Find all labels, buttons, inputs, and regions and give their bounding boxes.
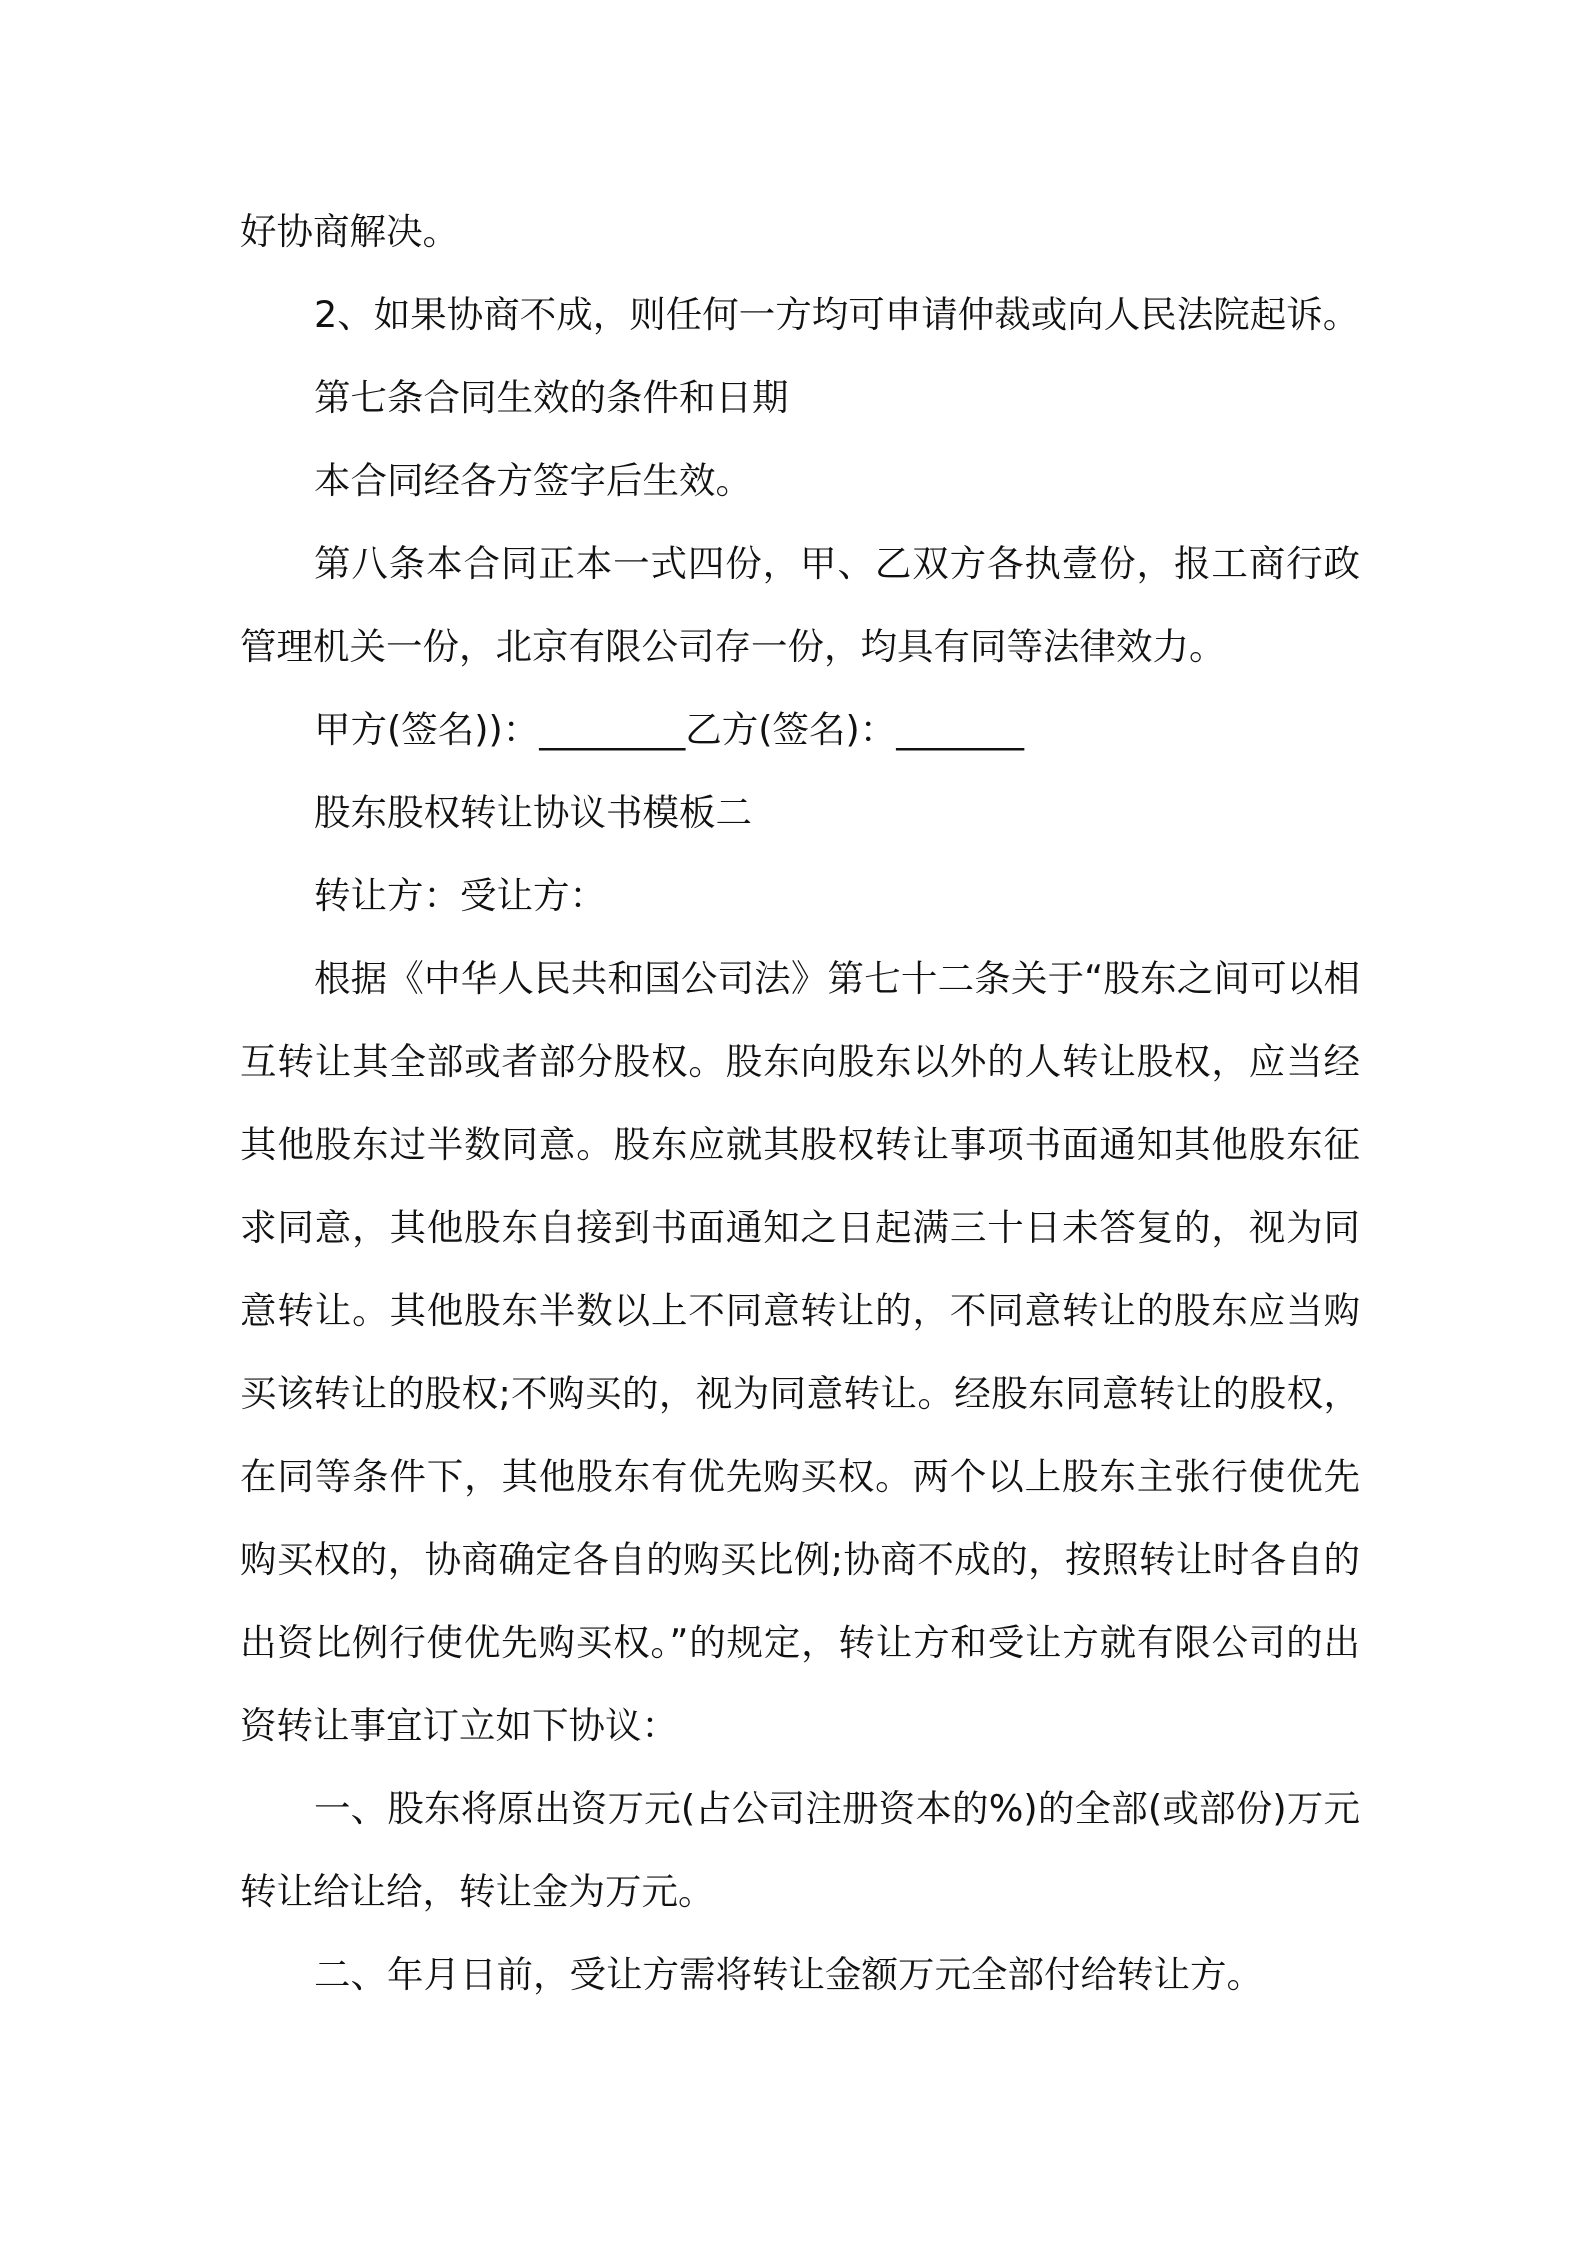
signature-line: 甲方(签名))：________乙方(签名)：_______ <box>314 708 1024 751</box>
article-7-heading: 第七条合同生效的条件和日期 <box>314 376 789 419</box>
paragraph-legal-basis: 根据《中华人民共和国公司法》第七十二条关于“股东之间可以相互转让其全部或者部分股权。股东向股东以外的人转让股权，应当经其他股东过半数同意。股东应就其股权转让事项书面通知其他股东征求同意，其他股东自接到书面通知之日起满三十日未答复的，视为同意转让。其他股东半数以上不同意转让的，不同意转让的股东应当购买该转让的股权;不购买的，视为同意转让。经股东同意转让的股权，在同等条件下，其他股东有优先购买权。两个以上股东主张行使优先购买权的，协商确定各自的购买比例;协商不成的，按照转让时各自的出资比例行使优先购买权。”的规定，转让方和受让方就有限公司的出资转让事宜订立如下协议： <box>240 957 1360 1747</box>
paragraph-continuation: 好协商解决。 <box>240 210 459 253</box>
template-two-title: 股东股权转让协议书模板二 <box>314 791 752 834</box>
paragraph-effective-condition: 本合同经各方签字后生效。 <box>314 459 752 502</box>
clause-two: 二、年月日前，受让方需将转让金额万元全部付给转让方。 <box>314 1953 1263 1996</box>
article-8-paragraph: 第八条本合同正本一式四份，甲、乙双方各执壹份，报工商行政管理机关一份，北京有限公司存一份，均具有同等法律效力。 <box>240 542 1360 668</box>
document-body <box>240 190 1360 2016</box>
clause-one: 一、股东将原出资万元(占公司注册资本的%)的全部(或部份)万元转让给让给，转让金为万元。 <box>240 1787 1360 1913</box>
paragraph-arbitration-clause: 2、如果协商不成，则任何一方均可申请仲裁或向人民法院起诉。 <box>314 293 1360 336</box>
parties-line: 转让方：受让方： <box>314 874 606 917</box>
